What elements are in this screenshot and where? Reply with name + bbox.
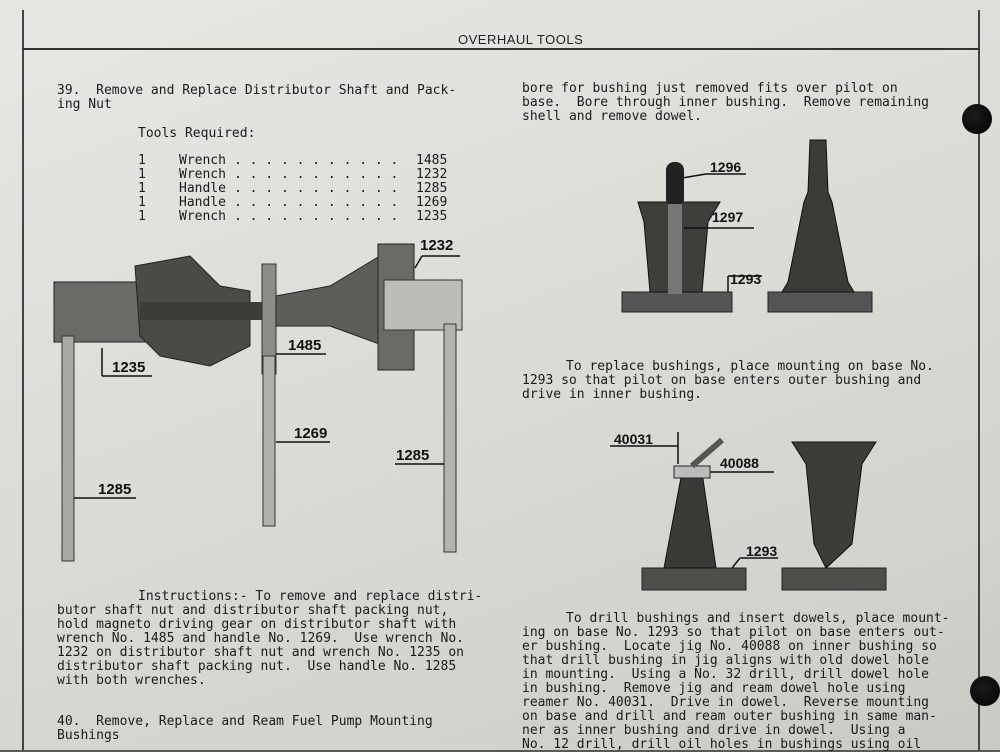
section-40-heading-line2: Bushings [57, 728, 120, 743]
wrench-1232-block [384, 280, 462, 330]
right-para3-line: on base and drill and ream outer bushing in same man- [522, 709, 937, 724]
instructions-line: distributor shaft packing nut. Use handle No. 1285 [57, 659, 457, 674]
right-para3-line: No. 12 drill, drill oil holes in bushings using oil [522, 737, 922, 752]
header-rule [22, 48, 980, 50]
right-para1-line: bore for bushing just removed fits over pilot on [522, 81, 898, 96]
label-1285-right: 1285 [396, 447, 430, 464]
mounting-right [792, 442, 876, 568]
instructions-line: butor shaft nut and distributor shaft packing nut, [57, 603, 449, 618]
right-para1-line: base. Bore through inner bushing. Remove remaining [522, 95, 929, 110]
reamer-40031 [692, 440, 722, 466]
instructions-line: wrench No. 1485 and handle No. 1269. Use wrench No. [57, 631, 464, 646]
right-para3-line: ing on base No. 1293 so that pilot on base enters out- [522, 625, 945, 640]
right-para3-line: that drill bushing in jig aligns with old dowel hole [522, 653, 929, 668]
base-1293-left [642, 568, 746, 590]
base-1293-right [782, 568, 886, 590]
right-para3-line: reamer No. 40031. Drive in dowel. Reverse mounting [522, 695, 929, 710]
base-1293-right [768, 292, 872, 312]
label-40088: 40088 [720, 455, 759, 471]
jig-40088 [674, 466, 710, 478]
right-para3-line: in mounting. Using a No. 32 drill, drill dowel hole [522, 667, 929, 682]
section-39-heading-line2: ing Nut [57, 97, 112, 112]
tools-required-heading: Tools Required: [138, 126, 256, 141]
binder-hole [970, 676, 1000, 706]
manual-page: OVERHAUL TOOLS 39. Remove and Replace Distributor Shaft and Pack- ing Nut Tools Required: 1 Wrench . . . . . . . . . . . 1485 1 Wrench . . . . . . . . . . . 1232 1 Handle . . . . . . . . . . . 1285 1 Handle . . . . . . . . . . . 1269 1 Wrench . . . . . . . . . . . 1235 1232 1235 1485 1269 1285 1285 Instructions:- To remove and replace distri- butor shaft nut and distributor shaft packing nut, hold magneto driving gear on distributor shaft with wrench No. 1485 and handle No. 1269. Use wrench No. 1232 on distributor shaft nut and wrench No. 1235 on distributor shaft packing nut. Use handle No. 1285 with both wrenches. 40. Remove, Replace and Ream Fuel Pump Mounting Bushings bore for bushing just removed fits over pilot on base. Bore through inner bushing. Remove remaining shell and remove dowel. 1296 1297 1293 To replace bushings, place mounting on base No. 1293 so that pilot on base enters outer bushing and drive in inner bushing. 40031 40088 1293 To drill bushings and insert dowels, place mount- ing on base No. 1293 so that pilot on base enters out- er bushing. Locate jig No. 40088 on inner bushing so that drill bushing in jig aligns with old dowel hole in mounting. Using a No. 32 drill, drill dowel hole in bushing. Remove jig and ream dowel hole using reamer No. 40031. Drive in dowel. Reverse mounting on base and drill and ream outer bushing in same man- ner as inner bushing and drive in dowel. Using a No. 12 drill, drill oil holes in bushings using oil [0, 0, 1000, 750]
label-1293: 1293 [730, 271, 762, 287]
instructions-line: with both wrenches. [57, 673, 206, 688]
handle-1285-left [62, 336, 74, 561]
label-1232: 1232 [420, 237, 454, 254]
page-header-title: OVERHAUL TOOLS [458, 32, 584, 47]
instructions-line: 1232 on distributor shaft nut and wrench No. 1235 on [57, 645, 464, 660]
bushing-1297 [668, 204, 682, 294]
leader-1293b [732, 558, 740, 568]
leader-1232 [415, 256, 422, 268]
pilot-1296 [666, 162, 684, 207]
right-para2-line: To replace bushings, place mounting on base No. [566, 359, 934, 374]
label-1293b: 1293 [746, 543, 778, 559]
section-39-heading-line1: 39. Remove and Replace Distributor Shaft and Pack- [57, 83, 457, 98]
label-1296: 1296 [710, 159, 742, 175]
base-1293-left [622, 292, 732, 312]
right-para3-line: in bushing. Remove jig and ream dowel hole using [522, 681, 906, 696]
mounting-right [782, 140, 854, 292]
handle-1285-right [444, 324, 456, 552]
instructions-line: Instructions:- To remove and replace distri- [138, 589, 483, 604]
leader-1296 [682, 174, 706, 178]
mounting-inverted-left [664, 472, 716, 568]
right-para1-line: shell and remove dowel. [522, 109, 703, 124]
section-40-heading-line1: 40. Remove, Replace and Ream Fuel Pump Mounting [57, 714, 433, 729]
right-para2-line: 1293 so that pilot on base enters outer bushing and [522, 373, 922, 388]
distributor-wrench-figure [40, 236, 510, 572]
handle-1269 [263, 356, 275, 526]
label-1485: 1485 [288, 337, 322, 354]
right-para3-line: ner as inner bushing and drive in dowel. Using a [522, 723, 906, 738]
label-1269: 1269 [294, 425, 328, 442]
label-40031: 40031 [614, 431, 653, 447]
instructions-line: hold magneto driving gear on distributor shaft with [57, 617, 457, 632]
label-1285-left: 1285 [98, 481, 132, 498]
wrench-1232-cone [276, 256, 385, 346]
right-para2-line: drive in inner bushing. [522, 387, 703, 402]
binder-hole [962, 104, 992, 134]
left-margin-rule [22, 10, 24, 750]
label-1235: 1235 [112, 359, 146, 376]
right-para3-line: er bushing. Locate jig No. 40088 on inner bushing so [522, 639, 937, 654]
right-para3-line: To drill bushings and insert dowels, place mount- [566, 611, 950, 626]
drilling-jig-figure [606, 424, 896, 594]
bushing-removal-figure [610, 132, 880, 322]
label-1297: 1297 [712, 209, 744, 225]
